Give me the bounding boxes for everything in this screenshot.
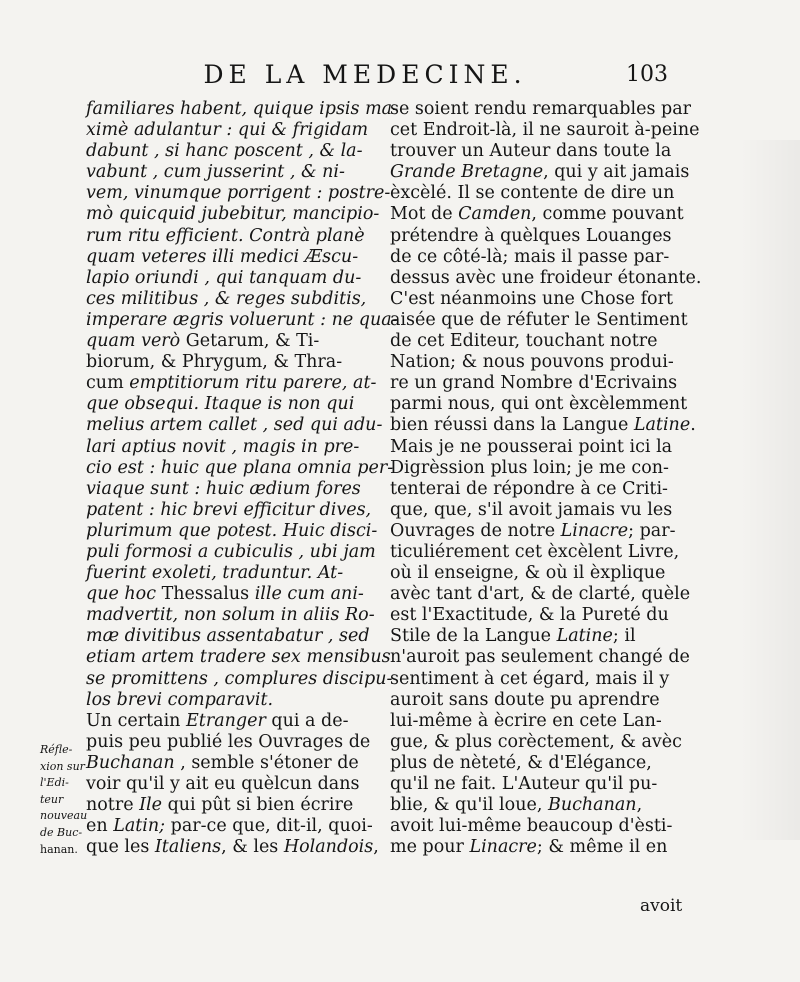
text-line: bien réussi dans la Langue Latine. xyxy=(390,415,696,436)
text-line: Ouvrages de notre Linacre; par- xyxy=(390,520,676,541)
text-line: avoit lui-même beaucoup d'èsti- xyxy=(390,816,673,837)
text-line: où il enseigne, & où il èxplique xyxy=(390,563,666,584)
text-line: ces militibus , & reges subditis, xyxy=(86,288,367,309)
text-line: que, que, s'il avoit jamais vu les xyxy=(390,499,673,520)
margin-note-line: de Buc- xyxy=(40,825,83,839)
text-line: Mot de Camden, comme pouvant xyxy=(390,204,684,225)
text-line: Buchanan , semble s'étoner de xyxy=(86,752,359,773)
margin-note-line: xion sur xyxy=(40,759,85,773)
running-head: DE LA MEDECINE. xyxy=(203,60,527,89)
text-line: Digrèssion plus loin; je me con- xyxy=(390,457,669,478)
text-line: notre Ile qui pût si bien écrire xyxy=(86,795,354,816)
text-line: blie, & qu'il loue, Buchanan, xyxy=(390,795,643,816)
text-line: cum emptitiorum ritu parere, at- xyxy=(86,373,377,394)
text-line: voir qu'il y ait eu quèlcun dans xyxy=(86,774,360,794)
text-line: en Latin; par-ce que, dit-il, quoi- xyxy=(86,816,373,837)
text-line: cio est : huic que plana omnia per- xyxy=(86,457,394,478)
text-line: gue, & plus corèctement, & avèc xyxy=(390,731,682,752)
text-line: los brevi comparavit. xyxy=(86,689,274,710)
text-line: ximè adulantur : qui & frigidam xyxy=(86,120,369,141)
text-line: Un certain Etranger qui a de- xyxy=(86,710,349,731)
text-line: vem, vinumque porrigent : postre- xyxy=(86,183,391,204)
text-line: viaque sunt : huic ædium fores xyxy=(86,478,361,499)
text-line: plus de nèteté, & d'Elégance, xyxy=(390,752,652,773)
text-line: melius artem callet , sed qui adu- xyxy=(86,415,383,436)
text-line: re un grand Nombre d'Ecrivains xyxy=(390,373,678,394)
text-line: sentiment à cet égard, mais il y xyxy=(390,668,670,689)
text-line: vabunt , cum jusserint , & ni- xyxy=(86,162,345,183)
text-line: n'auroit pas seulement changé de xyxy=(390,647,690,668)
page-shading xyxy=(740,140,800,840)
text-line: prétendre à quèlques Louanges xyxy=(390,225,672,246)
text-line: Grande Bretagne, qui y ait jamais xyxy=(390,162,690,183)
text-line: cet Endroit-là, il ne sauroit à-peine xyxy=(390,120,700,141)
margin-note-line: nouveau xyxy=(40,809,88,823)
text-line: rum ritu efficient. Contrà planè xyxy=(86,225,365,246)
text-line: se promittens , complures discipu- xyxy=(86,668,393,689)
text-line: mò quicquid jubebitur, mancipio- xyxy=(86,204,380,225)
margin-note xyxy=(40,742,86,858)
text-line: lui-même à ècrire en cete Lan- xyxy=(390,710,662,731)
text-line: Nation; & nous pouvons produi- xyxy=(390,352,674,373)
text-line: imperare ægris voluerunt : ne qua- xyxy=(86,309,398,330)
text-line: èxcèlé. Il se contente de dire un xyxy=(390,183,675,204)
text-line: est l'Exactitude, & la Pureté du xyxy=(390,605,669,626)
text-line: familiares habent, quique ipsis ma- xyxy=(86,99,399,119)
text-line: plurimum que potest. Huic disci- xyxy=(86,520,378,541)
text-line: trouver un Auteur dans toute la xyxy=(390,141,672,162)
page-number: 103 xyxy=(626,62,668,87)
text-line: auroit sans doute pu aprendre xyxy=(390,689,660,710)
text-line: etiam artem tradere sex mensibus xyxy=(86,647,391,668)
text-line: Mais je ne pousserai point ici la xyxy=(390,436,673,457)
text-line: Stile de la Langue Latine; il xyxy=(390,626,636,647)
text-line: parmi nous, qui ont èxcèlemment xyxy=(390,394,688,415)
text-line: que hoc Thessalus ille cum ani- xyxy=(86,584,364,605)
text-line: aisée que de réfuter le Sentiment xyxy=(390,309,688,330)
text-line: ticuliérement cet èxcèlent Livre, xyxy=(390,541,680,562)
text-line: fuerint exoleti, traduntur. At- xyxy=(86,563,344,584)
text-line: lari aptius novit , magis in pre- xyxy=(86,436,360,457)
catchword: avoit xyxy=(640,896,683,916)
text-line: mæ divitibus assentabatur , sed xyxy=(86,626,370,647)
text-line: quam verò Getarum, & Ti- xyxy=(86,331,320,352)
text-line: puis peu publié les Ouvrages de xyxy=(86,731,371,752)
left-text-column xyxy=(86,99,399,858)
text-line: qu'il ne fait. L'Auteur qu'il pu- xyxy=(390,774,658,794)
text-line: biorum, & Phrygum, & Thra- xyxy=(86,352,343,373)
right-text-column xyxy=(390,99,702,858)
text-line: puli formosi a cubiculis , ubi jam xyxy=(86,541,376,562)
text-line: madvertit, non solum in aliis Ro- xyxy=(86,605,375,626)
text-line: tenterai de répondre à ce Criti- xyxy=(390,478,668,499)
text-line: me pour Linacre; & même il en xyxy=(390,837,668,858)
text-line: avèc tant d'art, & de clarté, quèle xyxy=(390,584,691,605)
text-line: dabunt , si hanc poscent , & la- xyxy=(86,141,363,162)
text-line: que obsequi. Itaque is non qui xyxy=(86,394,355,415)
text-line: lapio oriundi , qui tanquam du- xyxy=(86,267,362,288)
text-line: se soient rendu remarquables par xyxy=(390,99,691,119)
text-line: de cet Editeur, touchant notre xyxy=(390,331,658,352)
text-line: patent : hic brevi efficitur dives, xyxy=(86,499,372,520)
text-line: quam veteres illi medici Æscu- xyxy=(86,246,359,267)
margin-note-line: teur xyxy=(40,792,64,806)
text-line: dessus avèc une froideur étonante. xyxy=(390,267,702,288)
margin-note-line: hanan. xyxy=(40,842,78,856)
text-line: de ce côté-là; mais il passe par- xyxy=(390,246,670,267)
margin-note-line: Réfle- xyxy=(40,743,73,756)
margin-note-line: l'Edi- xyxy=(40,776,69,790)
text-line: C'est néanmoins une Chose fort xyxy=(390,288,673,309)
text-line: que les Italiens, & les Holandois, xyxy=(86,837,379,858)
